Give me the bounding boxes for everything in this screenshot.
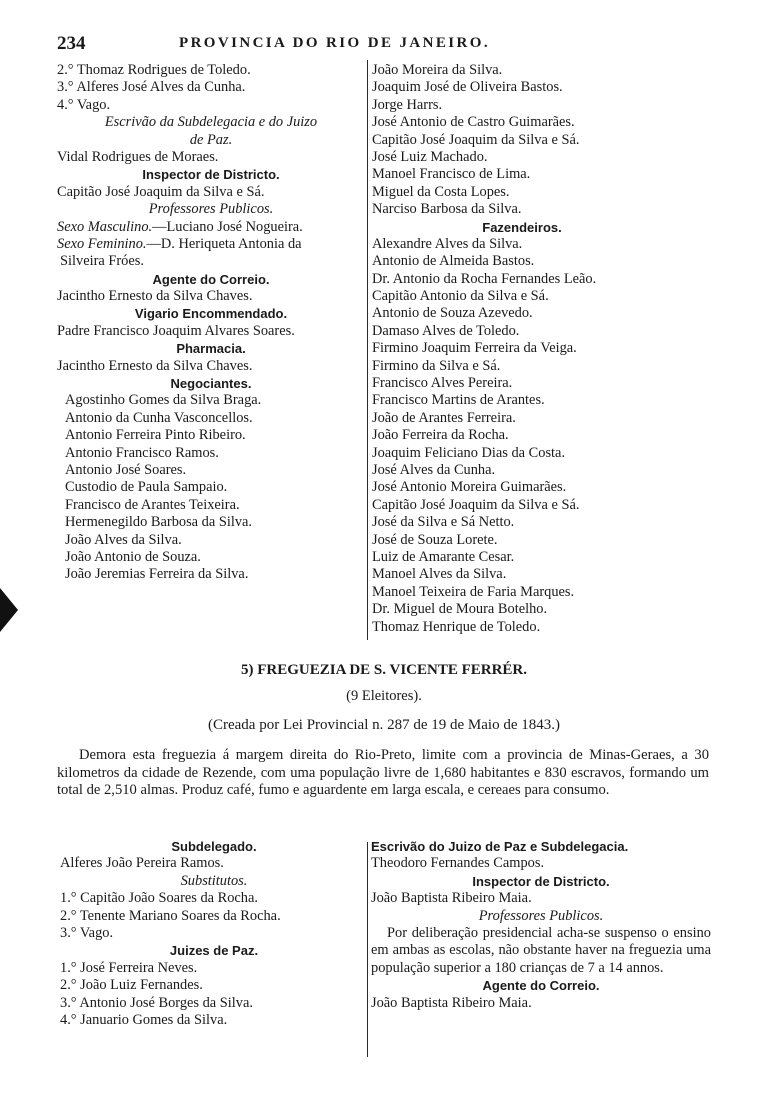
upper-left-entry: Antonio Francisco Ramos. — [65, 444, 219, 461]
agente-name: João Baptista Ribeiro Maia. — [371, 994, 532, 1011]
upper-left-entry: Jacintho Ernesto da Silva Chaves. — [57, 288, 253, 305]
escrivao-name: Theodoro Fernandes Campos. — [371, 855, 545, 872]
upper-right-entry: Francisco Alves Pereira. — [372, 375, 513, 392]
upper-right-entry: José Alves da Cunha. — [372, 461, 496, 478]
upper-left-entry: 4.° Vago. — [57, 96, 111, 113]
upper-right-entry: Manoel Alves da Silva. — [372, 566, 507, 583]
running-title: PROVINCIA DO RIO DE JANEIRO. — [179, 35, 490, 51]
lower-left-entry: 1.° José Ferreira Neves. — [60, 959, 198, 976]
upper-right-entry: Jorge Harrs. — [372, 96, 443, 113]
upper-right-heading: Fazendeiros. — [482, 219, 562, 235]
section-title: 5) FREGUEZIA DE S. VICENTE FERRÉR. — [240, 662, 528, 678]
escrivao-heading: Escrivão do Juizo de Paz e Subdelegacia. — [371, 839, 629, 854]
upper-right-entry: Alexandre Alves da Silva. — [372, 235, 523, 252]
upper-left-entry: João Jeremias Ferreira da Silva. — [65, 566, 249, 583]
upper-left-italic-heading: Professores Publicos. — [148, 201, 274, 218]
upper-right-entry: Capitão José Joaquim da Silva e Sá. — [372, 496, 580, 513]
upper-left-entry-label: Sexo Feminino. — [57, 235, 147, 252]
lower-left-entry: 3.° Vago. — [60, 924, 114, 941]
upper-left-entry: Silveira Fróes. — [60, 253, 144, 270]
upper-left-entry: Antonio da Cunha Vasconcellos. — [65, 409, 253, 426]
professores-heading: Professores Publicos. — [478, 907, 604, 924]
margin-mark — [0, 588, 18, 632]
upper-right-column — [372, 62, 672, 636]
section-electors: (9 Eleitores). — [346, 688, 422, 704]
upper-left-entry: Antonio José Soares. — [65, 461, 187, 478]
upper-left-entry-text: —D. Heriqueta Antonia da — [146, 235, 302, 252]
section-law: (Creada por Lei Provincial n. 287 de 19 de Maio de 1843.) — [208, 717, 560, 733]
upper-left-entry: João Antonio de Souza. — [65, 548, 201, 565]
agente-heading: Agente do Correio. — [482, 978, 600, 994]
upper-left-entry-label: Sexo Masculino. — [57, 218, 153, 235]
upper-left-column — [57, 62, 365, 584]
upper-right-entry: Luiz de Amarante Cesar. — [372, 548, 515, 565]
upper-right-entry: Joaquim Feliciano Dias da Costa. — [372, 444, 566, 461]
inspector-heading: Inspector de Districto. — [472, 873, 610, 889]
upper-right-entry: Miguel da Costa Lopes. — [372, 183, 510, 200]
upper-left-entry-text: —Luciano José Nogueira. — [152, 218, 303, 235]
section-description — [57, 747, 709, 800]
upper-left-italic-heading: Escrivão da Subdelegacia e do Juizo — [104, 114, 318, 131]
inspector-name: João Baptista Ribeiro Maia. — [371, 890, 532, 907]
upper-left-italic-heading: de Paz. — [189, 131, 233, 148]
upper-left-entry: João Alves da Silva. — [65, 531, 182, 548]
upper-left-entry: Jacintho Ernesto da Silva Chaves. — [57, 357, 253, 374]
upper-right-entry: Dr. Miguel de Moura Botelho. — [372, 601, 548, 618]
page-header — [57, 33, 707, 53]
lower-column-rule — [367, 842, 368, 1057]
upper-right-entry: Thomaz Henrique de Toledo. — [372, 618, 541, 635]
lower-left-entry: 3.° Antonio José Borges da Silva. — [60, 994, 253, 1011]
upper-right-entry: Capitão José Joaquim da Silva e Sá. — [372, 131, 580, 148]
upper-left-entry: 2.° Thomaz Rodrigues de Toledo. — [57, 62, 251, 78]
upper-right-entry: Capitão Antonio da Silva e Sá. — [372, 288, 549, 305]
upper-right-entry: Manoel Teixeira de Faria Marques. — [372, 583, 575, 600]
upper-right-entry: Damaso Alves de Toledo. — [372, 322, 520, 339]
upper-right-entry: Manoel Francisco de Lima. — [372, 166, 531, 183]
upper-left-heading: Inspector de Districto. — [142, 167, 280, 183]
upper-left-entry: Custodio de Paula Sampaio. — [65, 479, 228, 496]
upper-left-entry: Antonio Ferreira Pinto Ribeiro. — [65, 427, 246, 444]
upper-right-entry: Antonio de Souza Azevedo. — [372, 305, 533, 322]
upper-right-entry: José Antonio Moreira Guimarães. — [372, 479, 567, 496]
upper-right-entry: João de Arantes Ferreira. — [372, 409, 516, 426]
lower-left-italic-heading: Substitutos. — [180, 872, 248, 889]
upper-left-entry: Vidal Rodrigues de Moraes. — [57, 148, 219, 165]
upper-left-heading: Pharmacia. — [176, 341, 246, 357]
upper-right-entry: Francisco Martins de Arantes. — [372, 392, 545, 409]
upper-right-entry: Joaquim José de Oliveira Bastos. — [372, 79, 563, 96]
upper-left-heading: Vigario Encommendado. — [134, 306, 288, 322]
upper-left-entry: Francisco de Arantes Teixeira. — [65, 496, 240, 513]
lower-left-entry: 2.° Tenente Mariano Soares da Rocha. — [60, 907, 281, 924]
section-paragraph: Demora esta freguezia á margem direita do Rio-Preto, limite com a provincia de Minas-Geraes, a 30 kilometros da cidade de Rezende, com uma população livre de 1,680 habitantes e 830 escravos, formando um total de 2,510 almas. Produz café, fumo e aguardente em larga escala, e cereaes para consumo. — [57, 747, 709, 799]
upper-right-entry: Firmino Joaquim Ferreira da Veiga. — [372, 340, 577, 357]
upper-right-entry: José Antonio de Castro Guimarães. — [372, 114, 575, 131]
upper-column-rule — [367, 60, 368, 640]
upper-left-entry: Capitão José Joaquim da Silva e Sá. — [57, 183, 265, 200]
upper-right-entry: Dr. Antonio da Rocha Fernandes Leão. — [372, 270, 597, 287]
page-number: 234 — [57, 33, 86, 54]
upper-right-entry: José de Souza Lorete. — [372, 531, 498, 548]
upper-right-entry: João Ferreira da Rocha. — [372, 427, 509, 444]
upper-right-entry: Narciso Barbosa da Silva. — [372, 201, 522, 218]
lower-left-entry: 4.° Januario Gomes da Silva. — [60, 1011, 228, 1028]
upper-right-entry: João Moreira da Silva. — [372, 62, 503, 78]
upper-left-entry — [57, 219, 365, 236]
upper-left-entry: Agostinho Gomes da Silva Braga. — [65, 392, 262, 409]
upper-right-entry: José Luiz Machado. — [372, 148, 488, 165]
upper-left-heading: Agente do Correio. — [152, 271, 270, 287]
upper-left-entry: 3.° Alferes José Alves da Cunha. — [57, 79, 246, 96]
lower-left-column — [60, 838, 368, 1029]
lower-left-heading: Subdelegado. — [171, 839, 257, 854]
lower-left-entry: 2.° João Luiz Fernandes. — [60, 977, 203, 994]
lower-left-heading: Juizes de Paz. — [169, 943, 259, 959]
upper-left-entry: Hermenegildo Barbosa da Silva. — [65, 514, 253, 531]
upper-left-heading: Negociantes. — [170, 376, 252, 392]
upper-right-entry: José da Silva e Sá Netto. — [372, 514, 515, 531]
lower-right-column — [371, 838, 711, 1012]
lower-left-entry: 1.° Capitão João Soares da Rocha. — [60, 890, 258, 907]
upper-left-entry: Padre Francisco Joaquim Alvares Soares. — [57, 322, 295, 339]
professores-text: Por deliberação presidencial acha-se suspenso o ensino em ambas as escolas, não obstante haver na freguezia uma população superior a 180 crianças de 7 a 14 annos. — [371, 924, 711, 976]
lower-left-entry: Alferes João Pereira Ramos. — [60, 855, 224, 872]
upper-right-entry: Antonio de Almeida Bastos. — [372, 253, 535, 270]
upper-right-entry: Firmino da Silva e Sá. — [372, 357, 501, 374]
upper-left-entry — [57, 236, 365, 253]
